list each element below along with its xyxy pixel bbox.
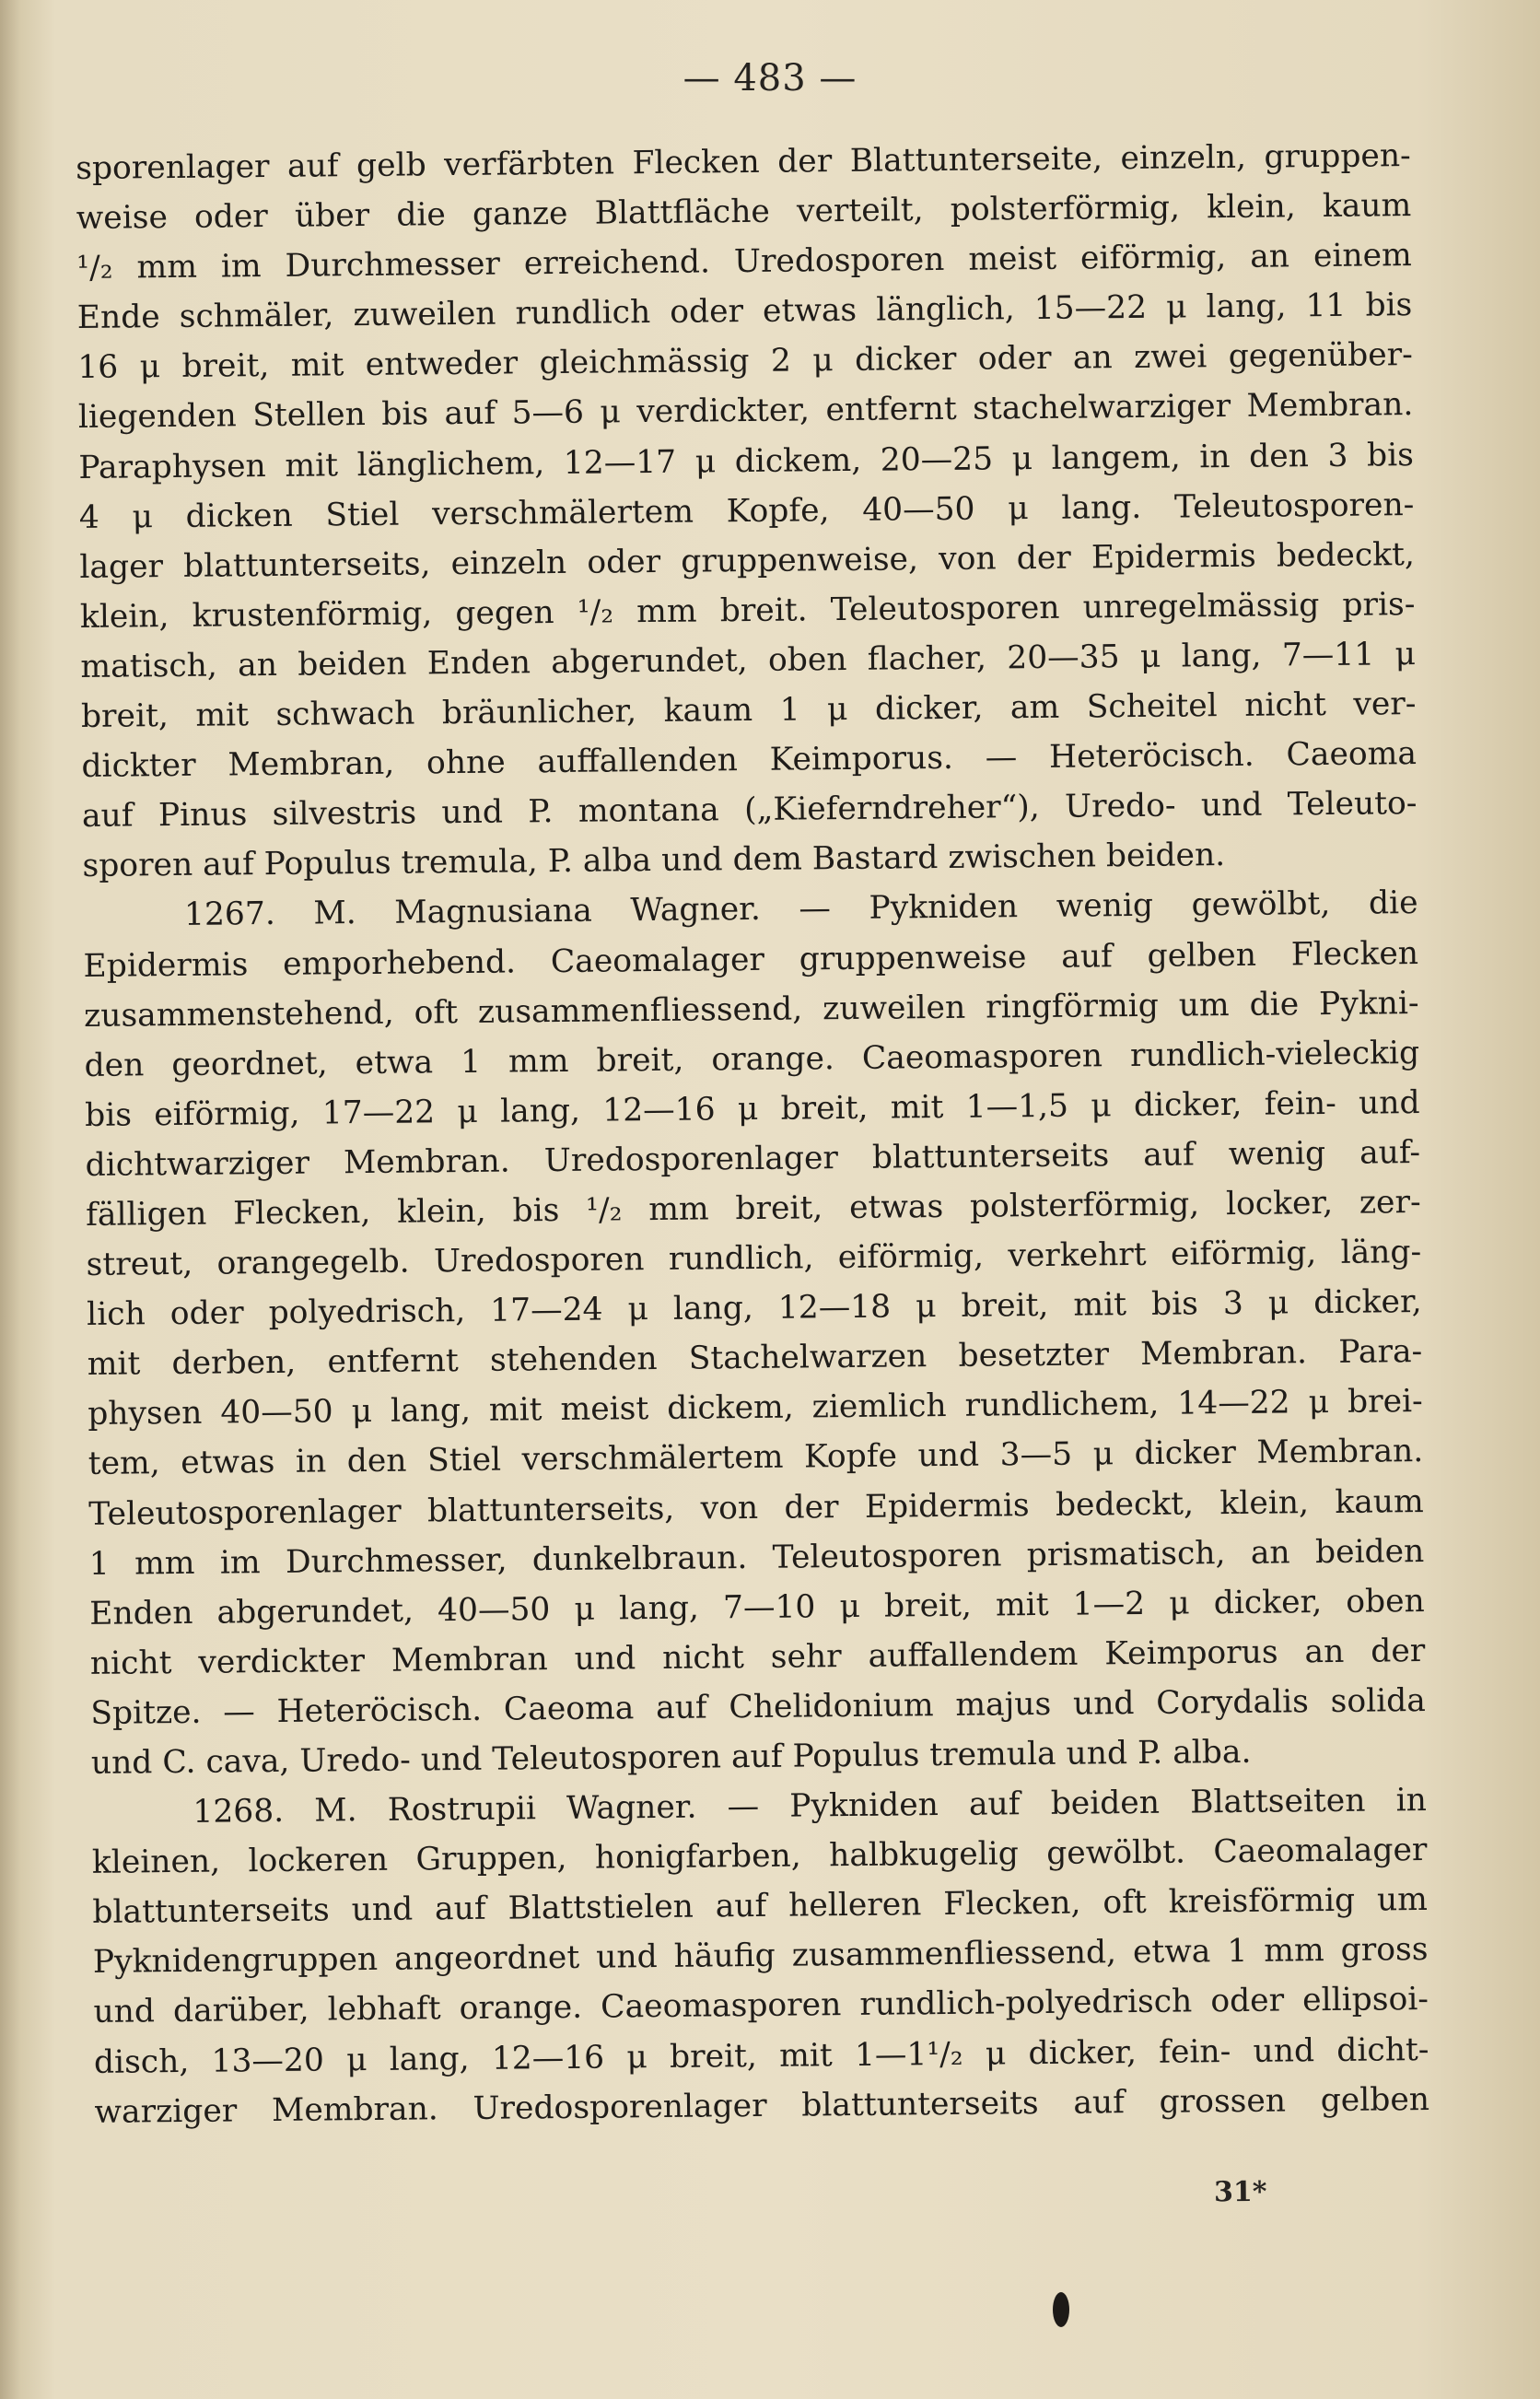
- text-line: den geordnet, etwa 1 mm breit, orange. Caeomasporen rundlich-vieleckig: [84, 1034, 1420, 1084]
- text-line: ¹/₂ mm im Durchmesser erreichend. Uredosporen meist eiförmig, an einem: [76, 237, 1412, 287]
- text-line: 16 μ breit, mit entweder gleichmässig 2 μ dicker oder an zwei gegenüber-: [77, 336, 1414, 387]
- text-line: breit, mit schwach bräunlicher, kaum 1 μ dicker, am Scheitel nicht ver-: [80, 685, 1417, 736]
- text-line: Paraphysen mit länglichem, 12—17 μ dickem, 20—25 μ langem, in den 3 bis: [78, 436, 1415, 486]
- ink-spot: [1053, 2292, 1069, 2327]
- text-line: Teleutosporenlager blattunterseits, von der Epidermis bedeckt, klein, kaum: [88, 1482, 1424, 1533]
- text-line: streut, orangegelb. Uredosporen rundlich, eiförmig, verkehrt eiförmig, läng-: [86, 1234, 1422, 1284]
- text-line: liegenden Stellen bis auf 5—6 μ verdickter, entfernt stachelwarziger Membran.: [77, 386, 1414, 437]
- text-line: 1 mm im Durchmesser, dunkelbraun. Teleutosporen prismatisch, an beiden: [88, 1532, 1425, 1583]
- text-line: sporen auf Populus tremula, P. alba und dem Bastard zwischen beiden.: [82, 837, 1226, 885]
- text-line: dickter Membran, ohne auffallenden Keimporus. — Heteröcisch. Caeoma: [81, 735, 1418, 786]
- text-line: warziger Membran. Uredosporenlager blattunterseits auf grossen gelben: [94, 2080, 1430, 2131]
- entry-heading-line: 1267. M. Magnusiana Wagner. — Pykniden wenig gewölbt, die: [183, 884, 1418, 934]
- text-line: bis eiförmig, 17—22 μ lang, 12—16 μ breit, mit 1—1,5 μ dicker, fein- und: [84, 1083, 1420, 1134]
- text-line: Enden abgerundet, 40—50 μ lang, 7—10 μ breit, mit 1—2 μ dicker, oben: [89, 1582, 1425, 1632]
- text-line: weise oder über die ganze Blattfläche verteilt, polsterförmig, klein, kaum: [76, 187, 1412, 238]
- text-line: matisch, an beiden Enden abgerundet, oben flacher, 20—35 μ lang, 7—11 μ: [80, 635, 1417, 685]
- text-line: zusammenstehend, oft zusammenfliessend, zuweilen ringförmig um die Pykni-: [83, 984, 1419, 1035]
- signature-mark: 31*: [1213, 2175, 1267, 2209]
- text-line: klein, krustenförmig, gegen ¹/₂ mm breit. Teleutosporen unregelmässig pris-: [79, 585, 1416, 636]
- text-line: disch, 13—20 μ lang, 12—16 μ breit, mit 1—1¹/₂ μ dicker, fein- und dicht-: [93, 2030, 1429, 2081]
- body-text: [76, 131, 1430, 2137]
- text-line: 4 μ dicken Stiel verschmälertem Kopfe, 40—50 μ lang. Teleutosporen-: [78, 486, 1415, 536]
- text-line: blattunterseits und auf Blattstielen auf helleren Flecken, oft kreisförmig um: [92, 1881, 1429, 1932]
- text-line: lager blattunterseits, einzeln oder gruppenweise, von der Epidermis bedeckt,: [79, 535, 1416, 586]
- text-line: mit derben, entfernt stehenden Stachelwarzen besetzter Membran. Para-: [87, 1333, 1423, 1384]
- text-line: physen 40—50 μ lang, mit meist dickem, ziemlich rundlichem, 14—22 μ brei-: [88, 1383, 1423, 1434]
- text-line: und darüber, lebhaft orange. Caeomasporen rundlich-polyedrisch oder ellipsoi-: [93, 1981, 1429, 2031]
- text-line: Ende schmäler, zuweilen rundlich oder etwas länglich, 15—22 μ lang, 11 bis: [76, 287, 1413, 337]
- text-line: Epidermis emporhebend. Caeomalager gruppenweise auf gelben Flecken: [83, 934, 1419, 985]
- text-line: Pyknidengruppen angeordnet und häufig zusammenfliessend, etwa 1 mm gross: [92, 1931, 1429, 1982]
- text-line: sporenlager auf gelb verfärbten Flecken der Blattunterseite, einzeln, gruppen-: [76, 137, 1411, 187]
- text-line: lich oder polyedrisch, 17—24 μ lang, 12—18 μ breit, mit bis 3 μ dicker,: [87, 1283, 1422, 1334]
- text-line: nicht verdickter Membran und nicht sehr auffallendem Keimporus an der: [89, 1632, 1426, 1682]
- text-line: und C. cava, Uredo- und Teleutosporen auf Populus tremula und P. alba.: [90, 1733, 1252, 1782]
- text-line: fälligen Flecken, klein, bis ¹/₂ mm breit, etwas polsterförmig, locker, zer-: [85, 1184, 1421, 1234]
- text-line: auf Pinus silvestris und P. montana („Kieferndreher“), Uredo- und Teleuto-: [81, 785, 1418, 836]
- entry-heading-line: 1268. M. Rostrupii Wagner. — Pykniden auf beiden Blattseiten in: [192, 1782, 1428, 1831]
- text-line: tem, etwas in den Stiel verschmälertem Kopfe und 3—5 μ dicker Membran.: [88, 1433, 1424, 1483]
- text-line: kleinen, lockeren Gruppen, honigfarben, halbkugelig gewölbt. Caeomalager: [91, 1831, 1428, 1882]
- text-line: Spitze. — Heteröcisch. Caeoma auf Chelidonium majus und Corydalis solida: [90, 1681, 1427, 1732]
- text-line: dichtwarziger Membran. Uredosporenlager blattunterseits auf wenig auf-: [85, 1133, 1421, 1184]
- page-number: — 483 —: [682, 57, 858, 99]
